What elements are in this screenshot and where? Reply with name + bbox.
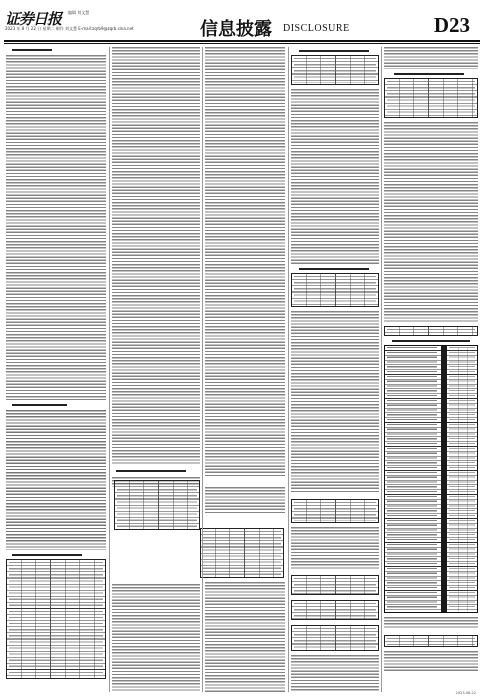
- page-number: D23: [433, 13, 470, 37]
- body-text: [384, 122, 478, 322]
- data-table: [384, 326, 478, 336]
- table-cells: [294, 578, 376, 593]
- date-line: 2023 年 8 月 22 日 星期二 制作 刘文慧 E-mail:zqrb9@zqrb.sina.net: [5, 26, 134, 31]
- table-cells: [294, 502, 376, 521]
- table-cells: [117, 483, 197, 528]
- body-text: [291, 311, 379, 493]
- newspaper-masthead: 证券日报: [5, 10, 62, 28]
- table-cells: [9, 562, 103, 677]
- page-header: [0, 0, 484, 44]
- long-data-table: [384, 345, 478, 613]
- article-subhead: [12, 404, 67, 406]
- table-cells: [387, 329, 475, 334]
- table-cells: [387, 81, 475, 116]
- body-text: [291, 89, 379, 264]
- table-title: [12, 554, 82, 556]
- table-cells: [294, 58, 376, 83]
- body-text: [112, 584, 200, 692]
- data-table: [6, 559, 106, 679]
- data-table: [291, 55, 379, 85]
- column-divider: [109, 47, 110, 692]
- table-cells: [294, 603, 376, 618]
- table-title: [392, 340, 470, 342]
- editor-line: 编辑 刘文慧: [68, 10, 90, 15]
- table-cells: [387, 638, 475, 645]
- body-text: [384, 617, 478, 629]
- column-divider: [202, 47, 203, 692]
- data-table: [291, 499, 379, 523]
- data-table: [114, 480, 200, 530]
- column-divider: [381, 47, 382, 692]
- body-text: [205, 582, 285, 692]
- body-text: [384, 47, 478, 69]
- body-text: [384, 651, 478, 671]
- table-title: [299, 268, 369, 270]
- column-divider: [288, 47, 289, 692]
- body-text: [205, 487, 285, 515]
- table-highlight-column: [441, 346, 447, 612]
- body-text: [291, 527, 379, 569]
- body-text: [205, 47, 285, 477]
- data-table: [291, 600, 379, 620]
- section-title-english: DISCLOSURE: [283, 23, 350, 34]
- column-5: [384, 47, 478, 692]
- footer-note: 2023-08-22: [455, 691, 476, 695]
- data-table: [291, 625, 379, 651]
- data-table: [291, 273, 379, 307]
- data-table: [384, 78, 478, 118]
- table-cells: [294, 628, 376, 649]
- table-title: [299, 50, 369, 52]
- table-right-columns: [449, 347, 475, 611]
- data-table: [291, 575, 379, 595]
- article-subhead: [12, 49, 52, 51]
- header-rule-thin: [4, 43, 480, 44]
- section-title: 信息披露: [200, 19, 272, 40]
- table-left-column: [387, 347, 437, 611]
- table-title: [394, 73, 464, 75]
- column-2: [112, 47, 200, 692]
- column-1: [6, 47, 106, 692]
- header-rule: [4, 40, 480, 42]
- column-4: [291, 47, 379, 692]
- table-title: [116, 470, 186, 472]
- table-cells: [294, 276, 376, 305]
- body-text: [291, 655, 379, 692]
- body-text: [6, 410, 106, 550]
- column-3: [205, 47, 285, 692]
- body-text: [112, 47, 200, 465]
- data-table: [384, 635, 478, 647]
- body-text: [6, 55, 106, 400]
